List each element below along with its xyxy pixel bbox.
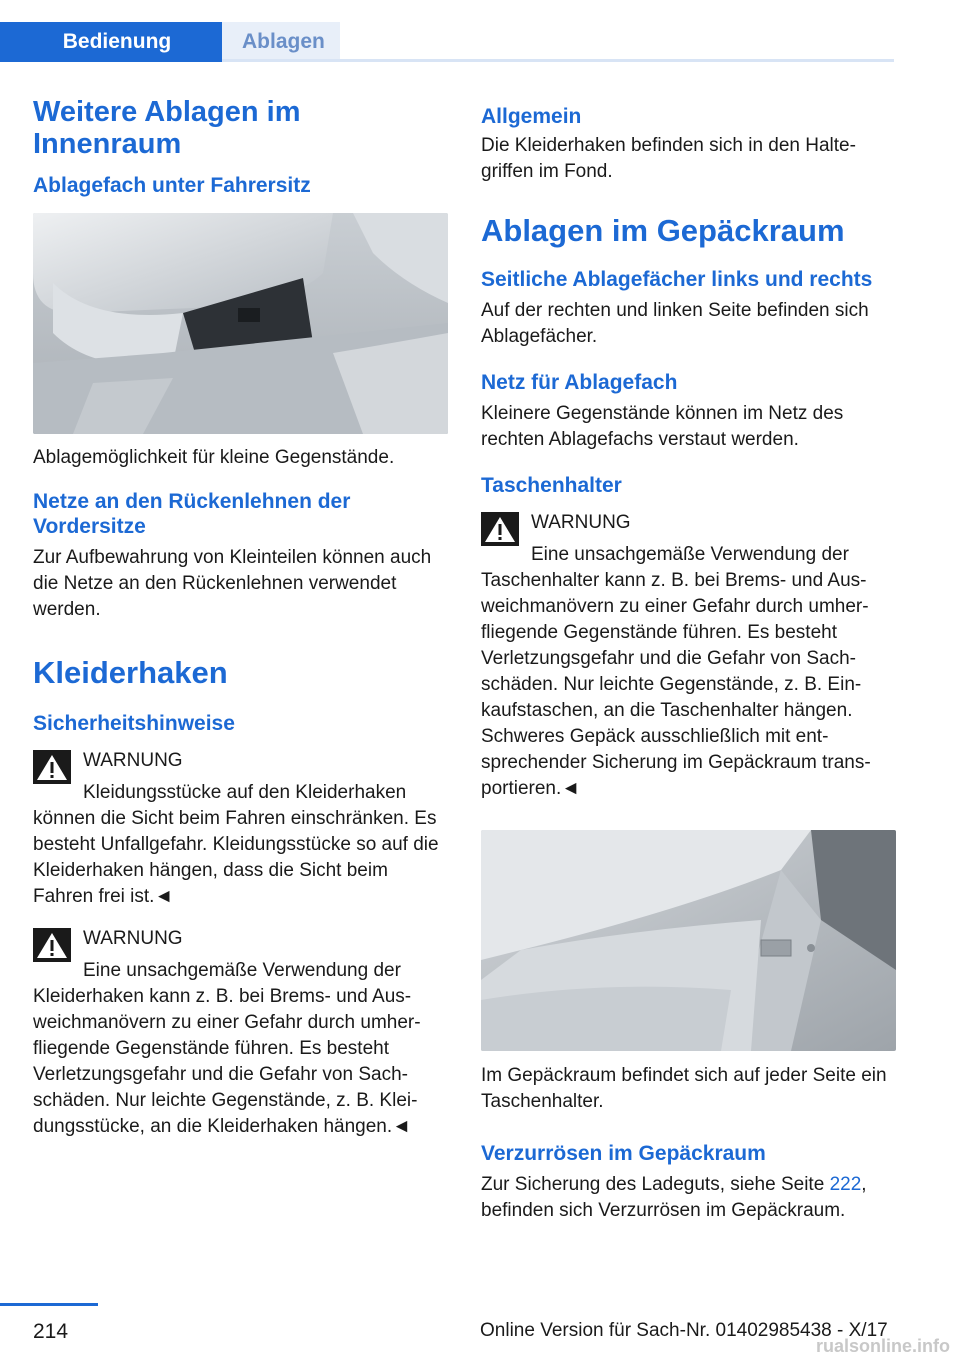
subheading-netze: Netze an den Rückenlehnen der Vordersitze — [33, 490, 351, 538]
tab-bedienung[interactable]: Bedienung — [0, 22, 222, 62]
paragraph-seitliche-ablagefaecher: Auf der rechten und linken Seite befinden sich Ablagefächer. — [481, 300, 869, 347]
paragraph-netze: Zur Aufbewahrung von Kleinteilen können auch die Netze an den Rückenlehnen verwendet werden. — [33, 547, 432, 620]
paragraph-netz: Kleinere Gegenstände können im Netz des rechten Ablagefachs verstaut werden. — [481, 403, 844, 450]
subheading-netz: Netz für Ablagefach — [481, 371, 678, 394]
subheading-verzurroesen: Verzurrösen im Gepäckraum — [481, 1142, 766, 1165]
tab-ablagen[interactable]: Ablagen — [222, 22, 340, 62]
warning-text-1: Kleidungsstücke auf den Kleiderhaken können die Sicht beim Fahren einschränken. Es besteht Unfallgefahr. Kleidungsstücke so auf die Kleiderhaken hängen, dass die Sicht beim Fahren frei ist.◄ — [33, 782, 439, 907]
page-number: 214 — [33, 1320, 69, 1343]
warning-text-3: Eine unsachgemäße Verwendung der Taschenhalter kann z. B. bei Brems- und Ausweichmanövern zu einer Gefahr durch umherfliegende Gegenstände führen. Es besteht Verletzungsgefahr und die Gefahr von Sachschäden. Nur leichte Gegenstände, z. B. Einkaufstaschen, an die Taschenhalter hängen. Schweres Gepäck ausschließlich mit entsprechender Sicherung im Gepäckraum transportieren.◄ — [481, 544, 871, 799]
subheading-allgemein: Allgemein — [481, 105, 582, 128]
warning-block-3 — [481, 510, 896, 802]
paragraph-verzurroesen-text-end: , befinden sich Verzurrösen im Gepäckraum. — [481, 1174, 867, 1221]
subheading-sicherheitshinweise: Sicherheitshinweise — [33, 712, 235, 735]
caption-luggage-hook: Im Gepäckraum befindet sich auf jeder Seite ein Taschenhalter. — [481, 1065, 887, 1112]
section-title-innenraum: Weitere Ablagen im Innenraum — [33, 96, 301, 160]
warning-text-2: Eine unsachgemäße Verwendung der Kleiderhaken kann z. B. bei Brems- und Ausweichmanövern zu einer Gefahr durch umherfliegende Gegenstände führen. Es besteht Verletzungsgefahr und die Gefahr von Sachschäden. Nur leichte Gegenstände, z. B. Kleidungsstücke, an die Kleiderhaken hängen.◄ — [33, 960, 421, 1137]
right-column — [481, 104, 896, 1224]
section-title-kleiderhaken: Kleiderhaken — [33, 655, 228, 690]
subheading-ablagefach: Ablagefach unter Fahrersitz — [33, 174, 311, 197]
warning-block-1 — [33, 748, 448, 910]
paragraph-allgemein: Die Kleiderhaken befinden sich in den Haltegriffen im Fond. — [481, 135, 856, 182]
luggage-hook-image — [481, 830, 896, 1051]
subheading-seitliche-ablagefaecher: Seitliche Ablagefächer links und rechts — [481, 268, 873, 291]
left-column — [33, 96, 448, 1140]
header-tabs — [0, 22, 340, 62]
paragraph-verzurroesen-text: Zur Sicherung des Ladeguts, siehe Seite — [481, 1174, 830, 1195]
header-rule — [222, 59, 894, 62]
warning-triangle-icon — [33, 928, 71, 962]
warning-triangle-icon — [33, 750, 71, 784]
warning-title-3: WARNUNG — [531, 512, 631, 533]
watermark: rualsonline.info — [815, 1336, 950, 1356]
warning-block-2 — [33, 926, 448, 1140]
online-version-note: Online Version für Sach-Nr. 01402985438 - X/17 — [480, 1320, 888, 1341]
page-reference-link[interactable]: 222 — [829, 1174, 862, 1195]
paragraph-verzurroesen — [481, 1172, 896, 1224]
section-title-gepaeckraum: Ablagen im Gepäckraum — [481, 213, 845, 248]
seat-storage-image — [33, 213, 448, 434]
caption-seat-storage: Ablagemöglichkeit für kleine Gegenstände. — [33, 447, 395, 468]
warning-triangle-icon — [481, 512, 519, 546]
warning-title-1: WARNUNG — [83, 750, 183, 771]
subheading-taschenhalter: Taschenhalter — [481, 474, 622, 497]
warning-title-2: WARNUNG — [83, 928, 183, 949]
footer-rule — [0, 1303, 98, 1306]
